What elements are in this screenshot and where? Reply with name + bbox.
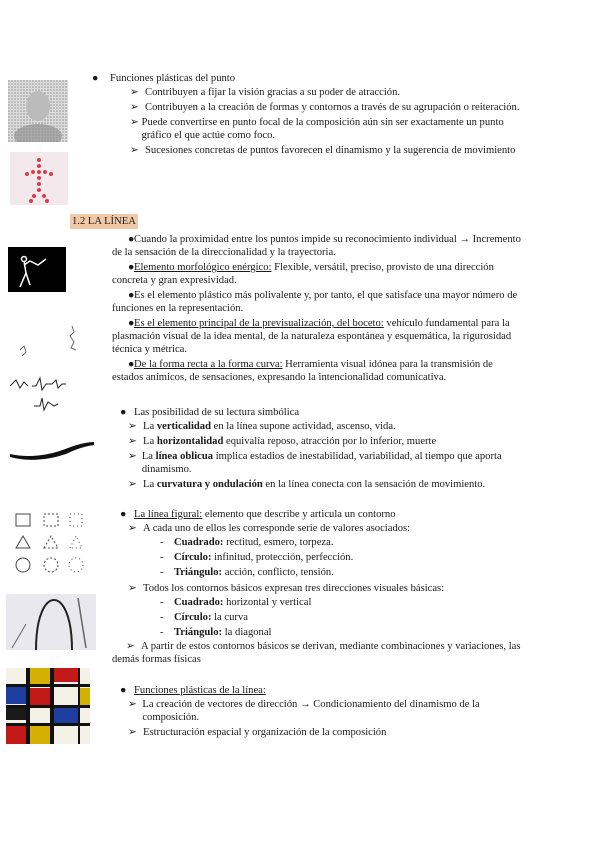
list-item	[130, 101, 525, 114]
paragraph: ●Elemento morfológico enérgico: Flexible, versátil, preciso, provisto de una dirección concreta y gran expresividad.	[112, 262, 494, 286]
list-item	[130, 86, 525, 99]
figural-sub1: ➢ A cada uno de ellos les corresponde serie de valores asociados:	[128, 523, 411, 534]
arrow-icon: ➢	[128, 523, 137, 534]
figural-values-list	[160, 536, 353, 579]
list-item-text: Puede convertirse en punto focal de la composición aún sin ser exactamente un punto gráfico el que actúe como foco.	[141, 117, 504, 141]
figural-title-row: ● La línea figural: elemento que describe y articula un contorno	[120, 509, 396, 520]
list-item: - Círculo: la curva	[160, 612, 248, 623]
figural-sub3: ➢ A partir de estos contornos básicos se derivan, mediante combinaciones y variaciones, las demás formas físicas	[112, 641, 521, 665]
figural-sub2: ➢ Todos los contornos básicos expresan tres direcciones visuales básicas:	[128, 583, 445, 594]
basic-shapes-image	[8, 510, 88, 574]
stipple-svg	[8, 80, 68, 142]
list-item	[128, 726, 522, 739]
arrow-icon: ➢	[126, 641, 135, 652]
list-item: - Triángulo: acción, conflicto, tensión.	[160, 567, 334, 578]
list-item-text: La línea oblicua implica estadios de inestabilidad, variabilidad, al tiempo que aporta dinamismo.	[141, 451, 502, 475]
bullet-icon: ●	[128, 318, 135, 329]
paragraph: ●Cuando la proximidad entre los puntos impide su reconocimiento individual → Incremento de la sensación de la direccionalidad y la trayectoria.	[112, 234, 521, 258]
paragraph: ●Es el elemento principal de la previsualización, del boceto: vehículo fundamental para la plasmación visual de la idea mental, de la naturaleza espontánea y esquemática, la rigurosidad técnica y métrica.	[112, 318, 512, 355]
bullet-icon: ●	[128, 359, 135, 370]
list-item-text: Contribuyen a la creación de formas y contornos a través de su agrupación o reiteración.	[145, 102, 520, 113]
arrow-icon: ➢	[128, 699, 137, 710]
section-heading: 1.2 LA LÍNEA	[72, 216, 136, 227]
paragraph: ●Es el elemento plástico más polivalente y, por tanto, el que satisface una mayor número de funciones en la representación.	[112, 290, 518, 314]
dash-icon: -	[160, 537, 164, 548]
bullet-icon: ●	[128, 262, 135, 273]
arrow-icon: ➢	[130, 145, 139, 156]
sketch-figures-image	[16, 322, 86, 362]
list-item-text: La horizontalidad equivalía reposo, atracción por lo inferior, muerte	[143, 436, 437, 447]
dotted-figure-image	[10, 152, 68, 205]
arrow-icon: ➢	[130, 102, 139, 113]
list-item-text: La creación de vectores de dirección → Condicionamiento del dinamismo de la composición.	[142, 699, 480, 723]
mondrian-composition-image	[6, 668, 90, 744]
s3-list	[128, 698, 522, 739]
arrow-icon: ➢	[128, 451, 137, 462]
bullet-icon: ●	[128, 234, 135, 245]
s3-title-row: ● Funciones plásticas de la línea:	[120, 685, 266, 696]
list-item: - Cuadrado: horizontal y vertical	[160, 597, 312, 608]
dash-icon: -	[160, 567, 164, 578]
symbolic-list	[128, 420, 522, 491]
list-item: - Círculo: infinitud, protección, perfección.	[160, 552, 354, 563]
arrow-icon: ➢	[128, 436, 137, 447]
line-body	[112, 233, 522, 384]
s1-title-row	[92, 72, 235, 85]
s1-title: Funciones plásticas del punto	[110, 73, 236, 84]
dash-icon: -	[160, 612, 164, 623]
list-item	[128, 450, 522, 476]
brush-wave-image	[8, 440, 96, 462]
dash-icon: -	[160, 552, 164, 563]
arrow-icon: ➢	[128, 421, 137, 432]
s1-list	[130, 86, 525, 157]
list-item-text: Estructuración espacial y organización de la composición	[143, 727, 387, 738]
list-item-text: La verticalidad en la línea supone actividad, ascenso, vida.	[143, 421, 396, 432]
line-art-black-image	[8, 247, 66, 292]
arrow-icon: ➢	[130, 87, 139, 98]
list-item-text: Sucesiones concretas de puntos favorecen el dinamismo y la sugerencia de movimiento	[145, 145, 516, 156]
bullet-icon: ●	[92, 73, 99, 84]
list-item: - Cuadrado: rectitud, esmero, torpeza.	[160, 537, 334, 548]
arrow-icon: ➢	[130, 117, 139, 128]
arch-curve-image	[6, 594, 96, 650]
list-item	[128, 698, 522, 724]
bullet-icon: ●	[120, 509, 127, 520]
arrow-icon: ➢	[128, 727, 137, 738]
dash-icon: -	[160, 597, 164, 608]
bullet-icon: ●	[120, 685, 127, 696]
arrow-icon: ➢	[128, 583, 137, 594]
list-item-text: La curvatura y ondulación en la línea conecta con la sensación de movimiento.	[143, 479, 486, 490]
symbolic-title-row: ● Las posibilidad de su lectura simbólica	[120, 407, 300, 418]
paragraph: ●De la forma recta a la forma curva: Herramienta visual idónea para la transmisión de estados anímicos, de sensaciones, expresando la intencionalidad comunicativa.	[112, 359, 493, 383]
figural-directions-list	[160, 596, 311, 639]
dash-icon: -	[160, 627, 164, 638]
list-item	[128, 435, 522, 448]
arrow-icon: ➢	[128, 479, 137, 490]
list-item: - Triángulo: la diagonal	[160, 627, 272, 638]
stippled-portrait-image	[8, 80, 68, 142]
list-item	[130, 116, 525, 142]
bullet-icon: ●	[120, 407, 127, 418]
list-item	[128, 478, 522, 491]
expressive-lines-image	[8, 376, 86, 414]
list-item-text: Contribuyen a fijar la visión gracias a su poder de atracción.	[145, 87, 401, 98]
list-item	[128, 420, 522, 433]
list-item	[130, 144, 525, 157]
bullet-icon: ●	[128, 290, 135, 301]
